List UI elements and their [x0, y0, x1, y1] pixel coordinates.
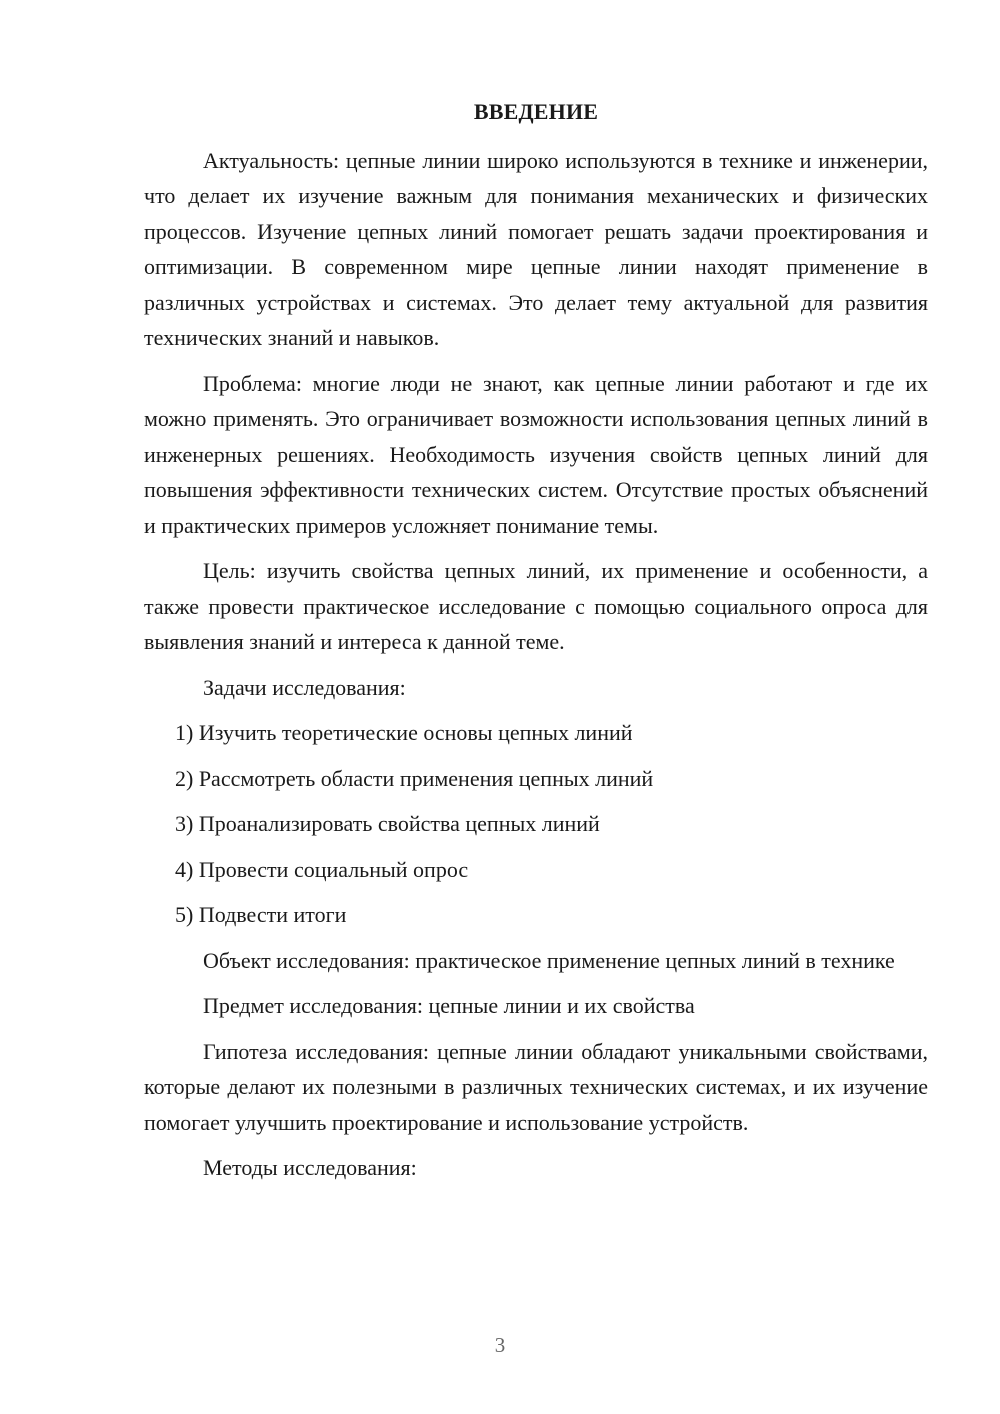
- paragraph-object: Объект исследования: практическое применение цепных линий в технике: [203, 947, 895, 973]
- paragraph-problem: Проблема: многие люди не знают, как цепные линии работают и где их можно применять. Это ограничивает возможности использования цепных линий в инженерных решениях. Необходимость изучения свойств цепных линий для повышения эффективности технических систем. Отсутствие простых объяснений и практических примеров усложняет понимание темы.: [144, 370, 928, 538]
- methods-heading: Методы исследования:: [203, 1155, 417, 1180]
- paragraph-goal: Цель: изучить свойства цепных линий, их применение и особенности, а также провести практическое исследование с помощью социального опроса для выявления знаний и интереса к данной теме.: [144, 558, 928, 654]
- page-number: 3: [494, 1333, 506, 1357]
- list-item: 4) Провести социальный опрос: [175, 856, 469, 882]
- list-item: 3) Проанализировать свойства цепных линий: [175, 811, 600, 836]
- page-title: ВВЕДЕНИЕ: [473, 99, 599, 124]
- paragraph-subject: Предмет исследования: цепные линии и их свойства: [203, 993, 695, 1018]
- paragraph-hypothesis: Гипотеза исследования: цепные линии обладают уникальными свойствами, которые делают их полезными в различных технических системах, и их изучение помогает улучшить проектирование и использование устройств.: [144, 1038, 928, 1135]
- list-item: 5) Подвести итоги: [175, 902, 347, 927]
- tasks-list: [144, 715, 928, 933]
- paragraph-relevance: Актуальность: цепные линии широко используются в технике и инженерии, что делает их изучение важным для понимания механических и физических процессов. Изучение цепных линий помогает решать задачи проектирования и оптимизации. В современном мире цепные линии находят применение в различных устройствах и системах. Это делает тему актуальной для развития технических знаний и навыков.: [144, 147, 928, 350]
- page-body: [144, 94, 928, 1196]
- tasks-heading: Задачи исследования:: [203, 674, 406, 700]
- list-item: 1) Изучить теоретические основы цепных линий: [175, 720, 633, 745]
- list-item: 2) Рассмотреть области применения цепных линий: [175, 765, 654, 791]
